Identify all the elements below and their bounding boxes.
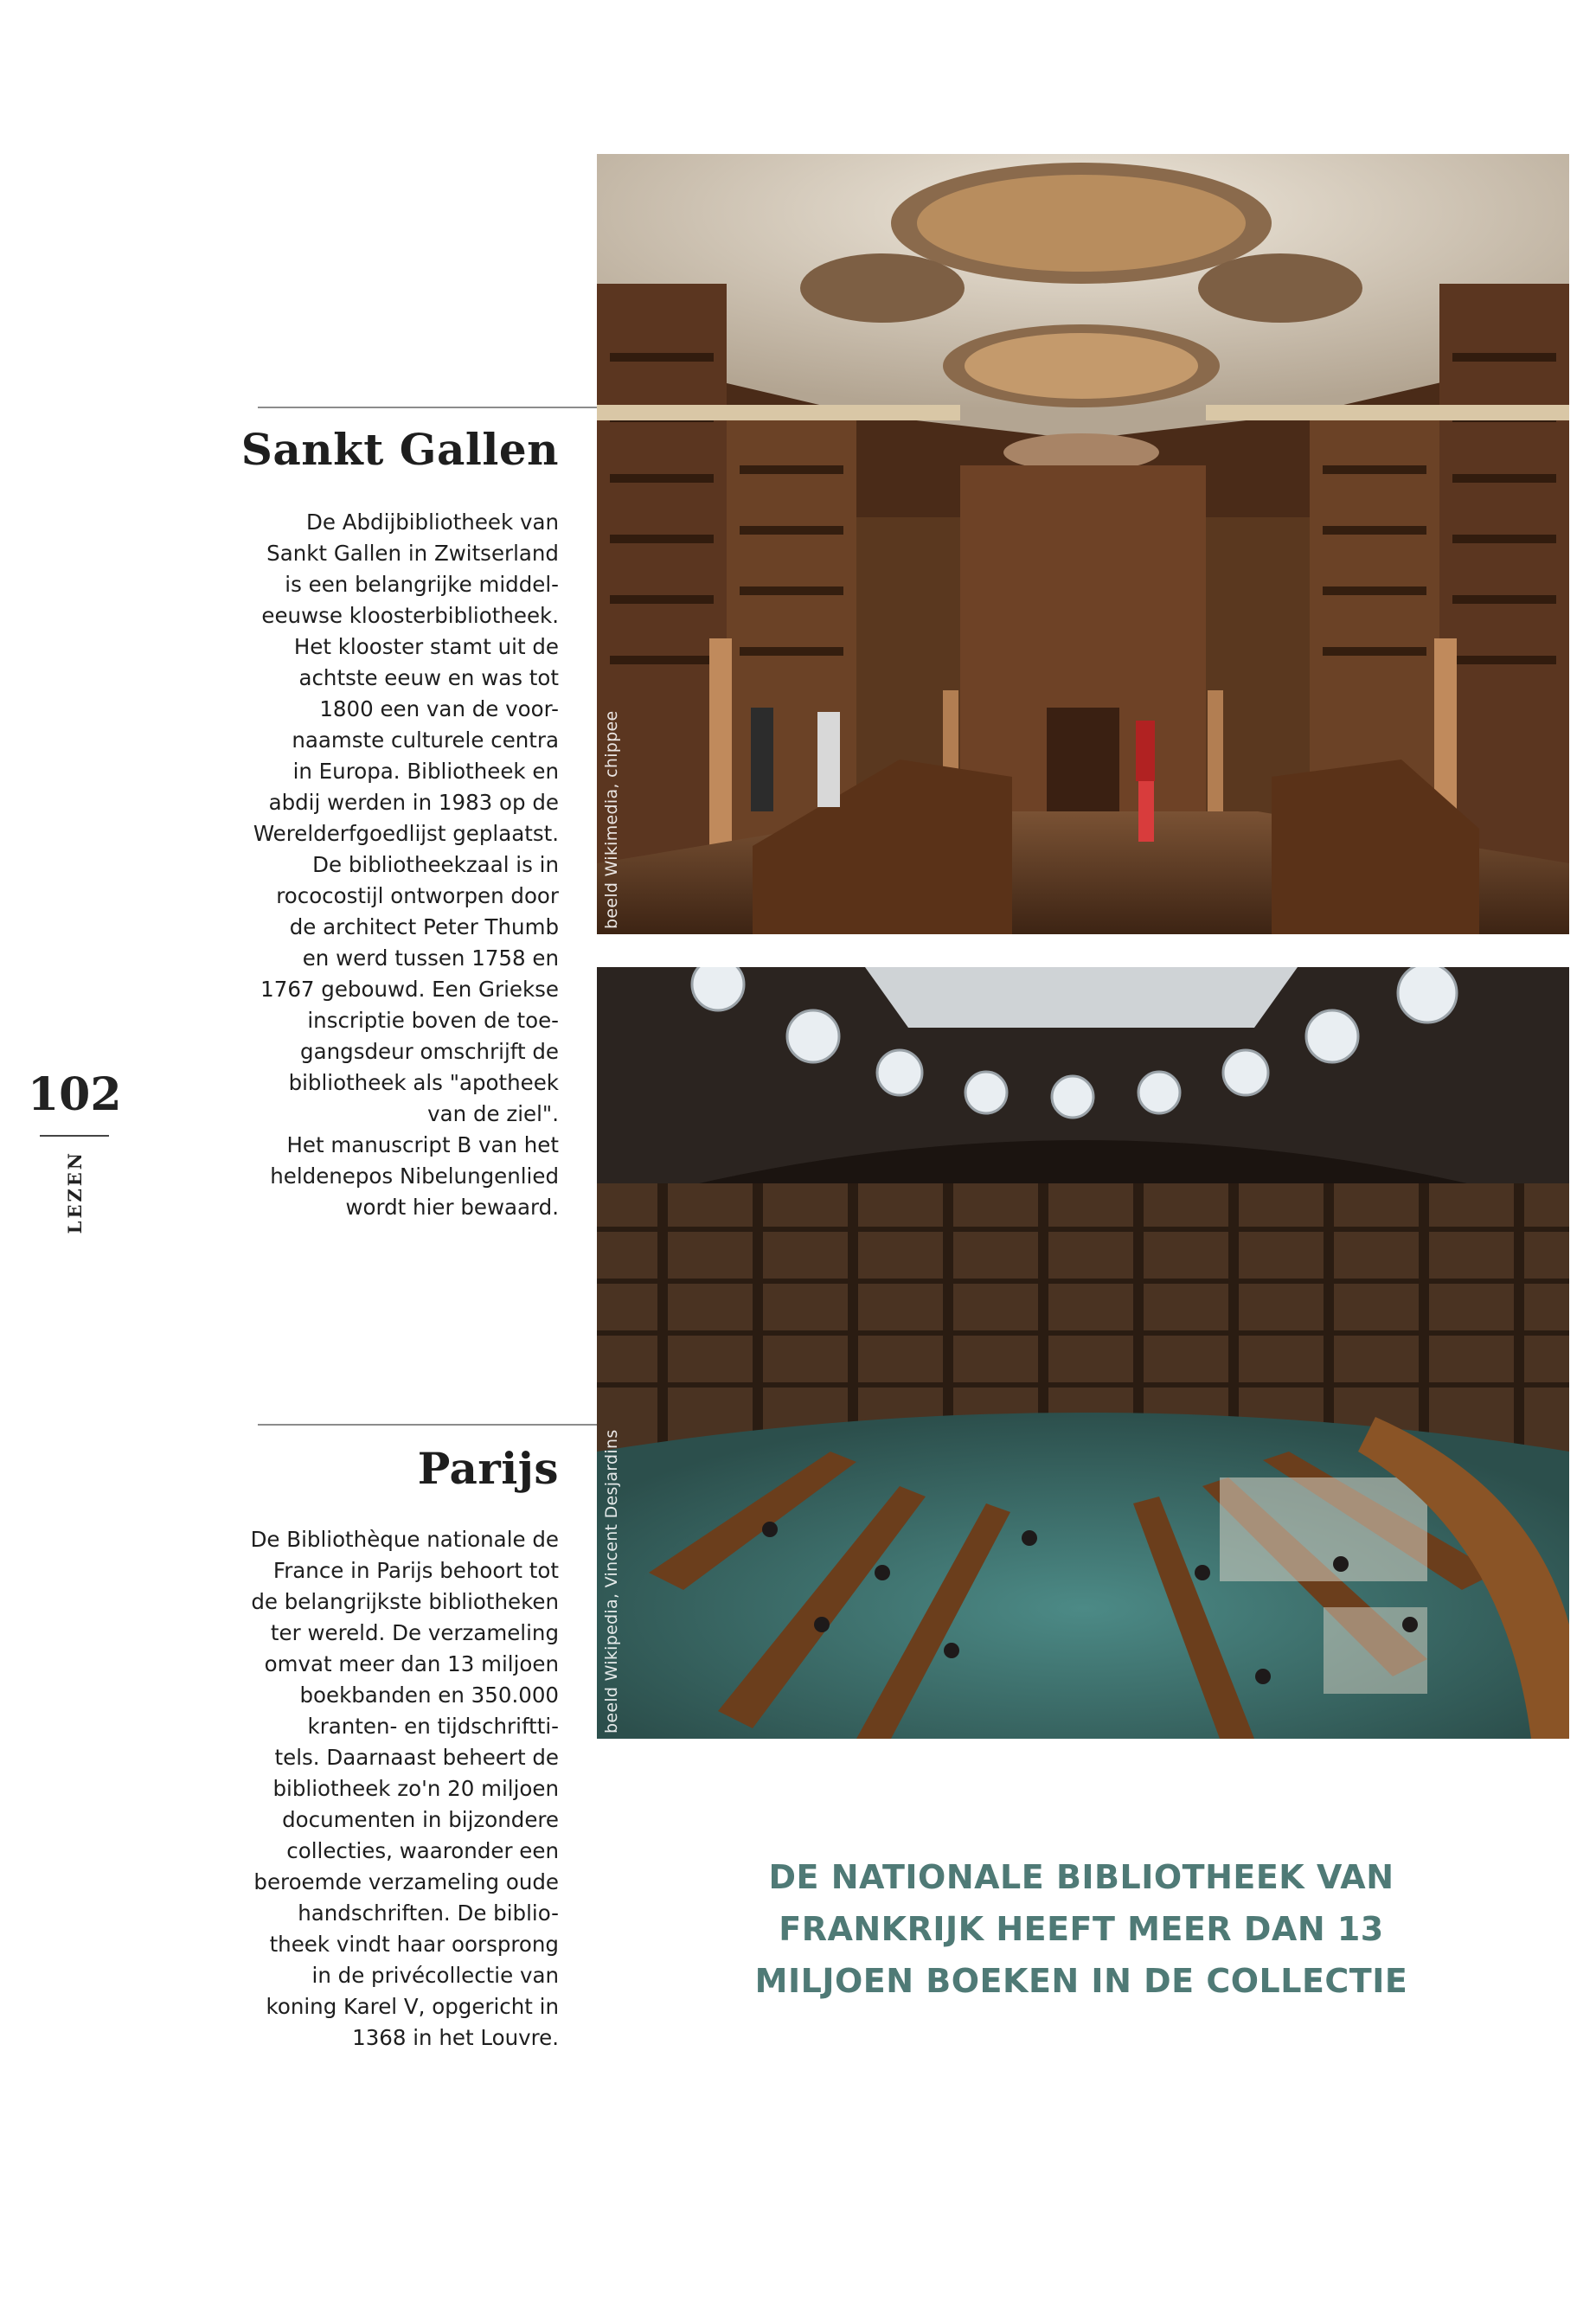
pull-quote-line: FRANKRIJK HEEFT MEER DAN 13 (779, 1910, 1384, 1948)
paris-library-photo (597, 967, 1569, 1739)
text-line: gangsdeur omschrijft de (300, 1039, 559, 1064)
text-line: en werd tussen 1758 en (302, 945, 559, 971)
text-line: De bibliotheekzaal is in (312, 852, 559, 877)
sankt-gallen-library-photo (597, 154, 1569, 934)
sankt-gallen-heading: Sankt Gallen (240, 424, 559, 475)
sankt-gallen-rule (258, 407, 597, 408)
text-line: inscriptie boven de toe- (307, 1008, 559, 1033)
text-line: in de privécollectie van (311, 1963, 559, 1988)
parijs-body (216, 1524, 559, 2054)
page-number-rule (40, 1135, 109, 1137)
sankt-gallen-body (216, 507, 559, 1223)
pull-quote-line: MILJOEN BOEKEN IN DE COLLECTIE (754, 1962, 1408, 2000)
text-line: bibliotheek als "apotheek (288, 1070, 559, 1095)
section-label: LEZEN (64, 1150, 86, 1234)
text-line: de architect Peter Thumb (289, 914, 559, 939)
text-line: boekbanden en 350.000 (299, 1682, 559, 1708)
text-line: in Europa. Bibliotheek en (292, 759, 559, 784)
text-line: 1800 een van de voor- (319, 696, 559, 721)
parijs-rule (258, 1424, 597, 1426)
text-line: theek vindt haar oorsprong (269, 1932, 559, 1957)
text-line: naamste culturele centra (292, 727, 559, 753)
text-line: bibliotheek zo'n 20 miljoen (272, 1776, 559, 1801)
text-line: kranten- en tijdschriftti- (307, 1714, 559, 1739)
text-line: is een belangrijke middel- (285, 572, 559, 597)
text-line: Werelderfgoedlijst geplaatst. (253, 821, 559, 846)
text-line: tels. Daarnaast beheert de (274, 1745, 559, 1770)
text-line: Sankt Gallen in Zwitserland (266, 541, 559, 566)
text-line: collecties, waaronder een (286, 1838, 559, 1863)
text-line: De Abdijbibliotheek van (305, 510, 559, 535)
text-line: beroemde verzameling oude (253, 1869, 559, 1894)
parijs-heading: Parijs (417, 1443, 559, 1494)
bottom-photo-credit: beeld Wikipedia, Vincent Desjardins (602, 1429, 621, 1734)
top-photo-credit: beeld Wikimedia, chippee (602, 710, 621, 929)
text-line: Het manuscript B van het (286, 1132, 559, 1157)
text-line: France in Parijs behoort tot (272, 1558, 559, 1583)
pull-quote-line: DE NATIONALE BIBLIOTHEEK VAN (768, 1858, 1394, 1896)
text-line: koning Karel V, opgericht in (266, 1994, 559, 2019)
text-line: omvat meer dan 13 miljoen (264, 1651, 559, 1676)
text-line: eeuwse kloosterbibliotheek. (261, 603, 559, 628)
text-line: Het klooster stamt uit de (293, 634, 559, 659)
text-line: wordt hier bewaard. (345, 1195, 559, 1220)
text-line: De Bibliothèque nationale de (250, 1527, 559, 1552)
text-line: handschriften. De biblio- (298, 1900, 559, 1926)
text-line: 1767 gebouwd. Een Griekse (260, 977, 559, 1002)
text-line: de belangrijkste bibliotheken (251, 1589, 559, 1614)
text-line: achtste eeuw en was tot (298, 665, 559, 690)
text-line: van de ziel". (427, 1101, 559, 1126)
text-line: ter wereld. De verzameling (270, 1620, 559, 1645)
pull-quote (735, 1851, 1427, 2007)
text-line: documenten in bijzondere (282, 1807, 559, 1832)
page-number: 102 (28, 1068, 122, 1121)
text-line: abdij werden in 1983 op de (268, 790, 559, 815)
text-line: 1368 in het Louvre. (352, 2025, 559, 2050)
text-line: rococostijl ontworpen door (276, 883, 559, 908)
text-line: heldenepos Nibelungenlied (270, 1163, 559, 1189)
